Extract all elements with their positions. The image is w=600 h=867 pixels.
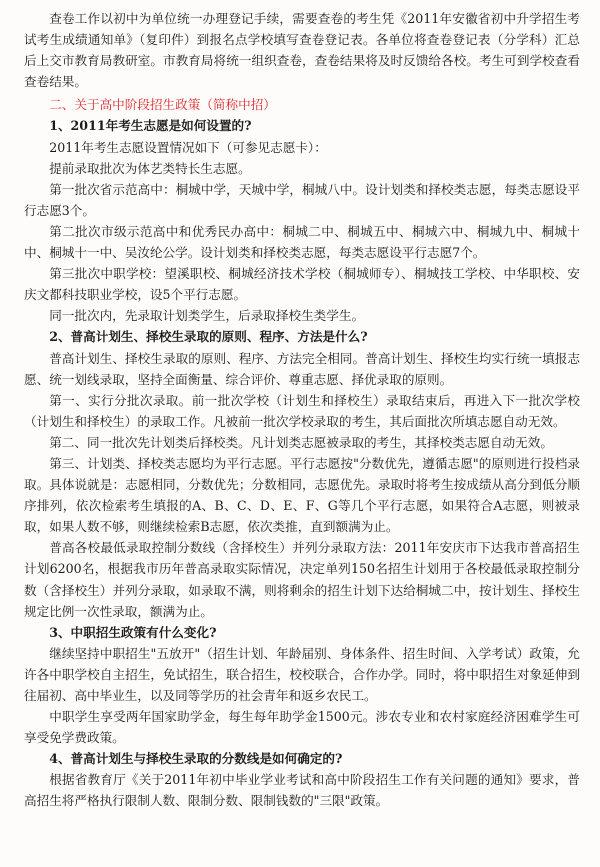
paragraph-principles: 普高计划生、择校生录取的原则、程序、方法完全相同。普高计划生、择校生均实行统一填报志愿、统一划线录取，坚持全面衡量、综合评价、尊重志愿、择优录取的原则。	[24, 350, 580, 387]
paragraph-exam-review: 查卷工作以初中为单位统一办理登记手续，需要查卷的考生凭《2011年安徽省初中升学招生考试考生成绩通知单》（复印件）到报名点学校填写查卷登记表。各单位将查卷登记表（分学科）汇总后上交市教育局教研室。市教育局将统一组织查卷，查卷结果将及时反馈给各校。考生可到学校查看查卷结果。	[24, 11, 580, 90]
paragraph-batch-one: 第一批次省示范高中：桐城中学，天城中学，桐城八中。设计划类和择校类志愿，每类志愿设平行志愿3个。	[24, 181, 580, 218]
question-1: 1、2011年考生志愿是如何设置的?	[49, 118, 252, 134]
paragraph-tie-score-method: 普高各校最低录取控制分数线（含择校生）并列分录取方法：2011年安庆市下达我市普高招生计划6200名，根据我市历年普高录取实际情况，决定单列150名招生计划用于各校最低录取控制分数（含择校生）并列分录取，如录取不满，则将剩余的招生计划下达给桐城二中，按计划生、择校生规定比例一次性录取，额满为止。	[24, 540, 580, 619]
section-heading-high-school-policy: 二、关于高中阶段招生政策（简称中招）	[49, 97, 276, 113]
paragraph-same-batch: 同一批次内，先录取计划类学生，后录取择校生类学生。	[49, 308, 365, 324]
paragraph-batch-two: 第二批次市级示范高中和优秀民办高中：桐城二中、桐城五中、桐城六中、桐城九中、桐城十中、桐城十一中、吴汝纶公学。设计划类和择校类志愿，每类志愿设平行志愿7个。	[24, 223, 580, 261]
question-3: 3、中职招生政策有什么变化?	[49, 624, 217, 640]
paragraph-rule-three: 第三、计划类、择校类志愿均为平行志愿。平行志愿按"分数优先，遵循志愿"的原则进行投档录取。具体说就是：志愿相同，分数优先；分数相同，志愿优先。录取时将考生按成绩从高分到低分顺序排列，依次检索考生填报的A、B、C、D、E、F、G等几个平行志愿，如果符合A志愿，则被录取，如果人数不够，则继续检索B志愿，依次类推，直到额满为止。	[24, 455, 580, 535]
paragraph-rule-two: 第二、同一批次先计划类后择校类。凡计划类志愿被录取的考生，其择校类志愿自动无效。	[49, 434, 553, 450]
question-2: 2、普高计划生、择校生录取的原则、程序、方法是什么?	[49, 329, 368, 345]
paragraph-rule-one: 第一、实行分批次录取。前一批次学校（计划生和择校生）录取结束后，再进入下一批次学校（计划生和择校生）的录取工作。凡被前一批次学校录取的考生，其后面批次所填志愿自动无效。	[24, 392, 580, 429]
paragraph-score-line: 根据省教育厅《关于2011年初中毕业学业考试和高中阶段招生工作有关问题的通知》要求，普高招生将严格执行限制人数、限制分数、限制钱数的"三限"政策。	[24, 772, 580, 809]
paragraph-early-batch: 提前录取批次为体艺类特长生志愿。	[49, 160, 251, 176]
paragraph-volunteer-setup: 2011年考生志愿设置情况如下（可参见志愿卡）：	[49, 139, 327, 155]
question-4: 4、普高计划生与择校生录取的分数线是如何确定的?	[49, 751, 343, 767]
paragraph-vocational-policy: 继续坚持中职招生"五放开"（招生计划、年龄届别、身体条件、招生时间、入学考试）政策，允许各中职学校自主招生，免试招生，联合招生，校校联合，合作办学。同时，将中职招生对象延伸到往届初、高中毕业生，以及同等学历的社会青年和返乡农民工。	[24, 645, 580, 703]
paragraph-batch-three: 第三批次中职学校：望溪职校、桐城经济技术学校（桐城师专）、桐城技工学校、中华职校、安庆文都科技职业学校，设5个平行志愿。	[24, 266, 580, 303]
paragraph-vocational-aid: 中职学生享受两年国家助学金，每生每年助学金1500元。涉农专业和农村家庭经济困难学生可享受免学费政策。	[24, 709, 580, 746]
